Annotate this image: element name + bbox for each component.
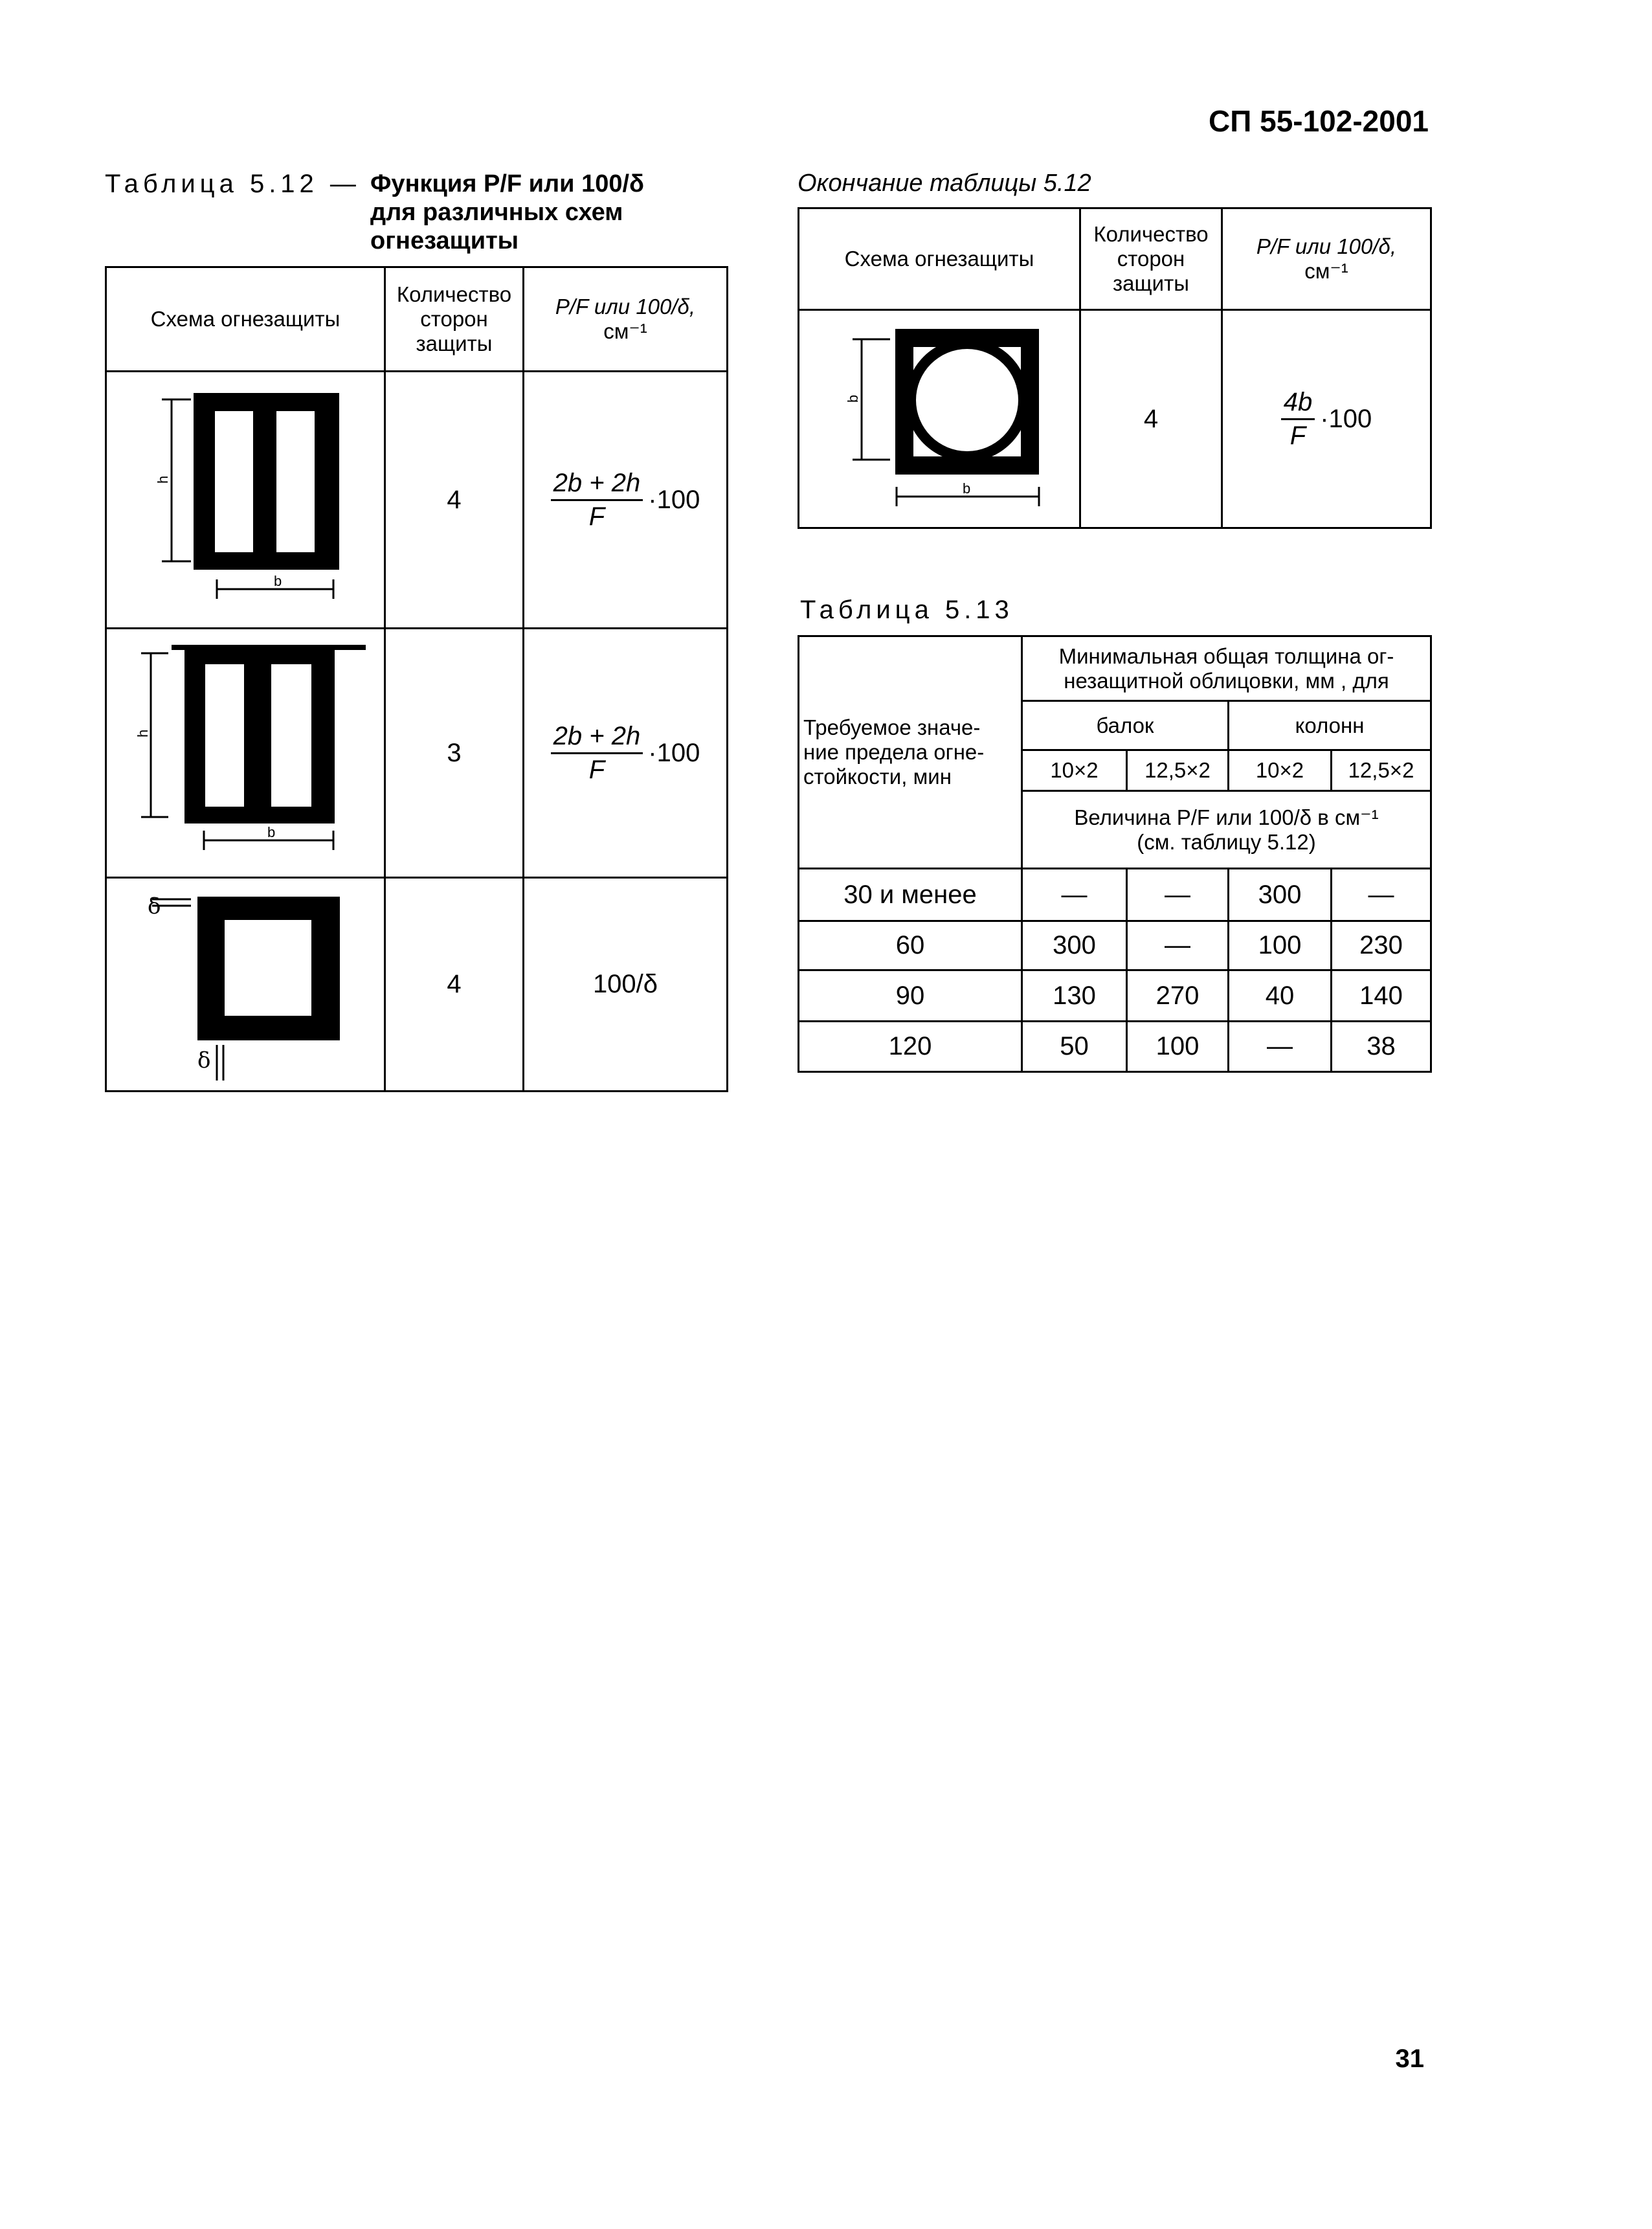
scheme-box-three-sides (106, 629, 385, 878)
value-cell: — (1332, 869, 1431, 921)
dim-b-label: b (274, 572, 282, 589)
sub-header: 10×2 (1022, 750, 1127, 791)
col-header-scheme: Схема огнезащиты (799, 208, 1080, 310)
sides-value: 4 (385, 878, 524, 1092)
table-513-header-row (799, 636, 1431, 701)
caption-title-line-2: для различных схем (370, 199, 623, 226)
value-cell: 300 (1022, 921, 1127, 970)
caption-title-line-1: Функция P/F или 100/δ (370, 170, 645, 197)
header-beams: балок (1022, 701, 1229, 750)
value-cell: 270 (1127, 970, 1229, 1022)
document-code: СП 55-102-2001 (1209, 104, 1429, 138)
value-cell: 230 (1332, 921, 1431, 970)
table-row (799, 310, 1431, 528)
col-header-sides: Количество сторон защиты (385, 267, 524, 372)
svg-text:δ: δ (197, 1047, 211, 1073)
row-header-fire-resistance: Требуемое значе- ние предела огне- стойкости, мин (799, 636, 1022, 869)
time-cell: 120 (799, 1022, 1022, 1072)
time-cell: 30 и менее (799, 869, 1022, 921)
col-header-pf: P/F или 100/δ, см⁻¹ (1222, 208, 1431, 310)
scheme-diagram (107, 374, 382, 627)
value-cell: 100 (1127, 1022, 1229, 1072)
caption-title-line-3: огнезащиты (370, 227, 519, 254)
table-512-end-caption: Окончание таблицы 5.12 (798, 170, 1091, 197)
value-cell: 100 (1229, 921, 1332, 970)
value-cell: 40 (1229, 970, 1332, 1022)
dim-b-label: b (267, 823, 276, 840)
value-cell: 140 (1332, 970, 1431, 1022)
scheme-diagram (107, 631, 382, 876)
value-cell: 130 (1022, 970, 1127, 1022)
sub-header: 12,5×2 (1127, 750, 1229, 791)
table-512-end-header-row (799, 208, 1431, 310)
table-row (106, 629, 728, 878)
page-number: 31 (1395, 2044, 1424, 2073)
value-cell: 300 (1229, 869, 1332, 921)
table-512-header-row (106, 267, 728, 372)
pf-formula: $\frac{4b}{F}$ ·100 (1222, 310, 1431, 528)
value-cell: — (1229, 1022, 1332, 1072)
sides-value: 4 (1080, 310, 1222, 528)
scheme-diagram (799, 312, 1077, 526)
table-row (799, 869, 1431, 921)
table-row (106, 372, 728, 629)
col-header-pf: P/F или 100/δ, см⁻¹ (524, 267, 728, 372)
sub-header: 12,5×2 (1332, 750, 1431, 791)
dim-h-label: h (155, 475, 171, 484)
value-cell: 38 (1332, 1022, 1431, 1072)
table-513 (798, 635, 1432, 1073)
table-512-caption-label: Таблица 5.12 — (105, 170, 361, 198)
dim-b-label: b (963, 480, 971, 497)
scheme-box-four-sides (106, 372, 385, 629)
table-512 (105, 266, 728, 1092)
table-row (799, 921, 1431, 970)
sides-value: 4 (385, 372, 524, 629)
pf-formula: 100/δ (524, 878, 728, 1092)
pf-formula: $\frac{2b + 2h}{F}$ ·100 (524, 372, 728, 629)
value-cell: — (1127, 921, 1229, 970)
value-cell: 50 (1022, 1022, 1127, 1072)
dim-h-label: h (135, 729, 151, 737)
table-row (799, 970, 1431, 1022)
time-cell: 60 (799, 921, 1022, 970)
table-512-caption-title (370, 170, 644, 255)
value-cell: — (1022, 869, 1127, 921)
header-columns: колонн (1229, 701, 1431, 750)
sub-header: 10×2 (1229, 750, 1332, 791)
time-cell: 90 (799, 970, 1022, 1022)
col-header-sides: Количество сторон защиты (1080, 208, 1222, 310)
value-cell: — (1127, 869, 1229, 921)
table-row (799, 1022, 1431, 1072)
table-513-caption: Таблица 5.13 (800, 596, 1014, 624)
dim-delta-label: δ (148, 893, 161, 919)
scheme-hollow-box (106, 878, 385, 1092)
pf-formula: $\frac{2b + 2h}{F}$ ·100 (524, 629, 728, 878)
dim-h-label: b (845, 394, 861, 403)
table-row (106, 878, 728, 1092)
col-header-scheme: Схема огнезащиты (106, 267, 385, 372)
header-pf-value: Величина P/F или 100/δ в см⁻¹ (см. таблицу 5.12) (1022, 791, 1431, 869)
scheme-tube-in-box (799, 310, 1080, 528)
sides-value: 3 (385, 629, 524, 878)
header-min-thickness: Минимальная общая толщина ог- незащитной облицовки, мм , для (1022, 636, 1431, 701)
scheme-diagram (107, 880, 382, 1090)
table-512-end (798, 207, 1432, 529)
